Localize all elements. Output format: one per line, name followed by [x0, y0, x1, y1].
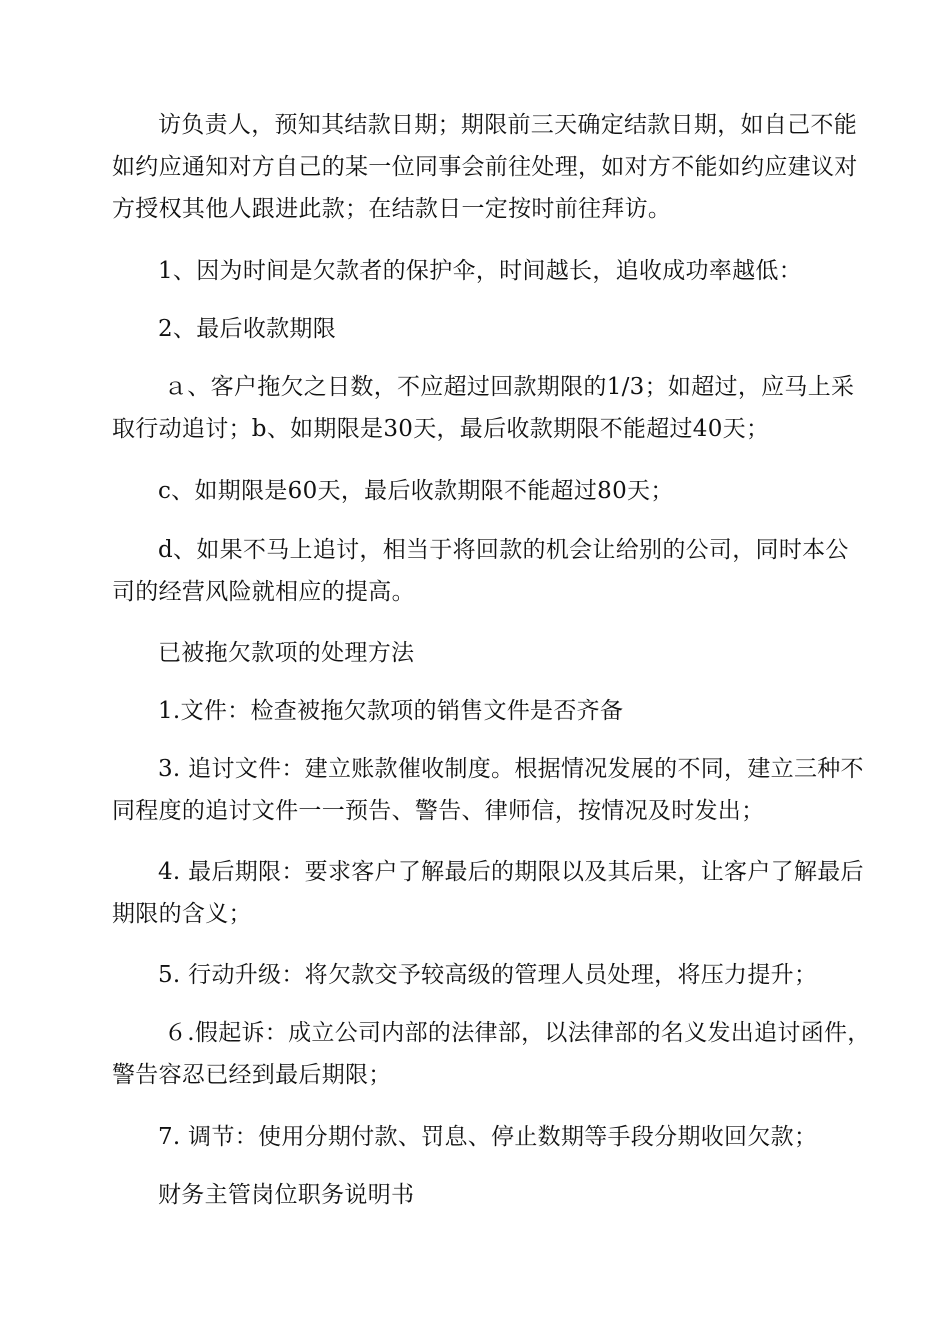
paragraph-item-1: [112, 250, 840, 292]
text-line: 1.文件：检查被拖欠款项的销售文件是否齐备: [158, 698, 624, 724]
text-line: 同程度的追讨文件一一预告、警告、律师信，按情况及时发出；: [112, 798, 765, 824]
text-line: 已被拖欠款项的处理方法: [158, 640, 415, 666]
text-line: 4. 最后期限：要求客户了解最后的期限以及其后果，让客户了解最后: [158, 859, 864, 885]
text-line: 警告容忍已经到最后期限；: [112, 1062, 392, 1088]
paragraph-step-6: [112, 1012, 871, 1096]
text-line: 1、因为时间是欠款者的保护伞，时间越长，追收成功率越低：: [158, 258, 803, 284]
text-line: 3. 追讨文件：建立账款催收制度。根据情况发展的不同，建立三种不: [158, 756, 864, 782]
text-line: 方授权其他人跟进此款；在结款日一定按时前往拜访。: [112, 196, 672, 222]
paragraph-payment-visit: [112, 104, 858, 230]
text-line: 期限的含义；: [112, 901, 252, 927]
text-line: ａ、客户拖欠之日数，不应超过回款期限的1/3；如超过，应马上采: [164, 374, 855, 400]
paragraph-step-3: [112, 748, 864, 832]
paragraph-step-1: [112, 690, 840, 732]
section-heading-job-description: [112, 1174, 840, 1216]
paragraph-step-7: [112, 1116, 840, 1158]
paragraph-step-5: [112, 954, 840, 996]
text-line: 访负责人，预知其结款日期；期限前三天确定结款日期，如自己不能: [158, 112, 857, 138]
text-line: d、如果不马上追讨，相当于将回款的机会让给别的公司，同时本公: [158, 537, 849, 563]
text-line: 2、最后收款期限: [158, 316, 337, 342]
text-line: 5. 行动升级：将欠款交予较高级的管理人员处理，将压力提升；: [158, 962, 818, 988]
paragraph-step-4: [112, 851, 864, 935]
section-heading-overdue: [112, 632, 840, 674]
text-line: 财务主管岗位职务说明书: [158, 1182, 415, 1208]
text-line: 取行动追讨；b、如期限是30天，最后收款期限不能超过40天；: [112, 416, 770, 442]
text-line: 司的经营风险就相应的提高。: [112, 579, 415, 605]
paragraph-item-c: [112, 470, 840, 512]
text-line: 7. 调节：使用分期付款、罚息、停止数期等手段分期收回欠款；: [158, 1124, 818, 1150]
paragraph-item-a: [112, 366, 855, 450]
text-line: ６.假起诉：成立公司内部的法律部，以法律部的名义发出追讨函件，: [164, 1020, 871, 1046]
text-line: c、如期限是60天，最后收款期限不能超过80天；: [158, 478, 674, 504]
paragraph-item-2: [112, 308, 840, 350]
paragraph-item-d: [112, 529, 849, 613]
text-line: 如约应通知对方自己的某一位同事会前往处理，如对方不能如约应建议对: [112, 154, 858, 180]
